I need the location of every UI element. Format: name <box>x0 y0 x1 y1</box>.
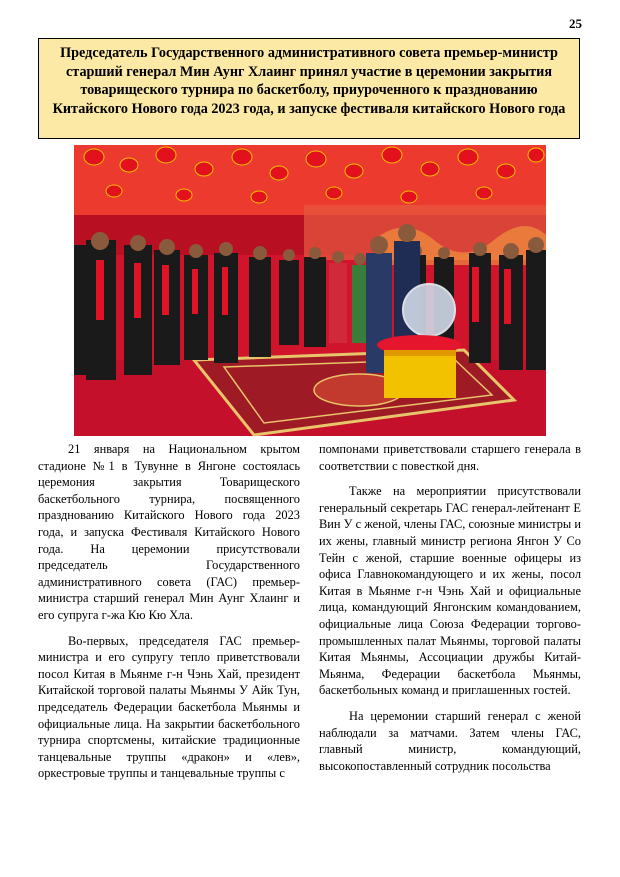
article-paragraph: На церемонии старший генерал с женой наблюдали за матчами. Затем члены ГАС, главный министр, командующий, высокопоставленный сотрудник посольства <box>319 708 581 773</box>
article-column-right <box>319 441 581 783</box>
article-paragraph: Также на мероприятии присутствовали генеральный секретарь ГАС генерал-лейтенант Е Вин У с женой, члены ГАС, союзные министры и их жены, главный министр региона Янгон У Со Тейн с женой, старшие военные офицеры из офиса Главнокомандующего и их жены, посол Китая в Мьянме г-н Чэнь Хай и официальные лица, командующий Янгонским командованием, официальные лица Союза Федерации торгово-промышленных палат Мьянмы, торговой палаты Китая Мьянмы, Ассоциации дружбы Китай-Мьянма, Федерации баскетбола Мьянмы, баскетбольных команд и приглашенных гостей. <box>319 484 581 698</box>
headline: Председатель Государственного административного совета премьер-министр старший генерал Мин Аунг Хлаинг принял участие в церемонии закрытия товарищеского турнира по баскетболу, приуроченного к празднованию Китайского Нового года 2023 года, и запуске фестиваля китайского Нового года <box>38 38 580 139</box>
article-column-left <box>38 441 300 791</box>
page-number: 25 <box>569 16 582 31</box>
article-paragraph: 21 января на Национальном крытом стадионе №1 в Тувунне в Янгоне состоялась церемония закрытия Товарищеского баскетбольного турнира, посвященного празднованию Китайского Нового года 2023 года, и запуска Фестиваля Китайского Нового года. На церемонии присутствовали председатель Государственного административного совета (ГАС) премьер-министра старший генерал Мин Аунг Хлаинг и его супруга г-жа Кю Кю Хла. <box>38 442 300 622</box>
article-paragraph-continuation: помпонами приветствовали старшего генерала в соответствии с повесткой дня. <box>319 442 581 473</box>
ceremony-photo <box>74 145 546 436</box>
article-paragraph: Во-первых, председателя ГАС премьер-министра и его супругу тепло приветствовали посол Китая в Мьянме г-н Чэнь Хай, президент Китайской торговой палаты Мьянмы У Айк Тун, председатель Федерации баскетбола Мьянмы и официальные лица. На закрытии баскетбольного турнира спортсмены, китайские традиционные танцевальные труппы «дракон» и «лев», оркестровые труппы и танцевальные труппы с <box>38 633 300 781</box>
